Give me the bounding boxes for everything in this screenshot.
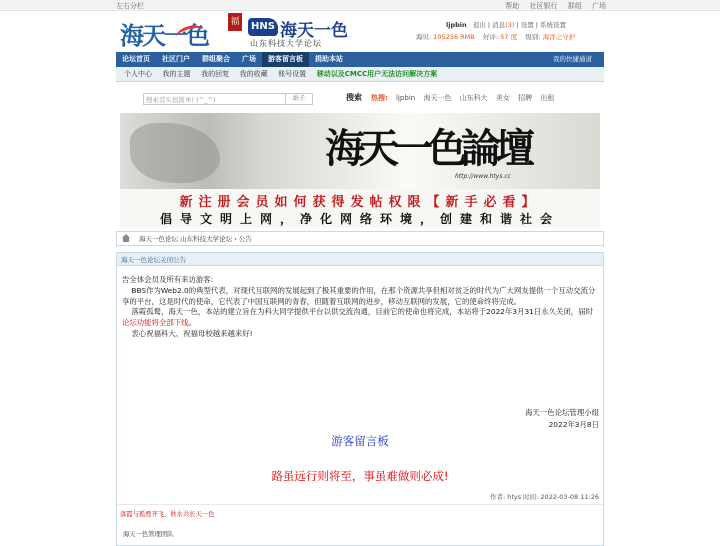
post-paragraph-3-text: 衷心祝福科大、祝福母校越来越来好! [131,328,253,338]
brand-title: 海天一色 [280,21,348,41]
post-greeting: 告全体会员及所有来访游客: [122,275,214,284]
seal-icon: 福 [228,13,242,31]
site-logo[interactable] [120,16,222,50]
coins-label: 海贝: [416,33,432,41]
new-member-guide-link[interactable]: 新注册会员如何获得发帖权限【新手必看】 [179,195,541,210]
post-title-bar [117,253,603,266]
nav-groups[interactable]: 群组聚合 [202,55,230,63]
cmcc-notice-link[interactable]: 移动以及CMCC用户无法访问解决方案 [316,70,438,78]
post-paragraph-3 [122,329,598,340]
signature-date: 2022年3月8日 [548,420,599,429]
post-paragraph-2-end: 。 [188,318,196,328]
search-button[interactable]: 搜索 [346,93,362,102]
messages-count: (3) [505,21,515,29]
announcement-post [116,252,604,546]
subnav-account-settings[interactable]: 账号设置 [278,70,307,78]
nav-guestbook[interactable]: 游客留言板 [262,52,309,67]
search-row [116,89,604,105]
post-signature-slogan: 落霞与孤鹜齐飞，秋水共长天一色 [120,511,215,518]
banner-slogan: 倡导文明上网，净化网络环境，创建和谐社会 [159,212,560,226]
subnav-favorites[interactable]: 我的收藏 [239,70,268,78]
hot-term-2[interactable]: 海天一色 [423,94,452,102]
messages-link[interactable]: 消息 [492,21,506,29]
top-links [497,1,606,11]
motto: 路虽远行则将至，事虽难做则必成! [271,469,449,483]
hot-term-6[interactable]: 出租 [540,94,555,102]
hot-term-4[interactable]: 美女 [495,94,510,102]
top-bar [0,0,720,11]
site-header: 海天一色 福 HNS 海天一色 山东科技大学论坛 ljpbin 退出 | 消息(3) | 设置 | 系统设置 海贝: 105256 RMB 好评: 57 度 级别: 海洋之守护 [116,11,604,53]
post-divider [117,504,603,505]
post-body [122,275,598,340]
home-icon-base [123,238,129,242]
sub-nav [116,67,604,82]
post-paragraph-1 [122,286,598,308]
hot-term-5[interactable]: 招聘 [518,94,533,102]
breadcrumb-path[interactable]: 海天一色论坛 山东科技大学论坛 › 公告 [139,235,252,243]
quick-access-link[interactable]: 我的快捷通道 [553,55,592,63]
hot-searches [371,93,560,103]
hns-logo: HNS [248,18,278,36]
search-placeholder: 搜索其实很简单! (^_^) [146,96,216,104]
logout-link[interactable]: 退出 [472,21,486,29]
banner-calligraphy: 海天一色論壇 [325,125,529,172]
username-link[interactable]: ljpbin [446,21,467,29]
post-paragraph-2-text: 落霞孤鹜，海天一色，本站的建立旨在为科大同学提供平台以供交流沟通，目前它的使命也将完成，本站将于2022年3月31日永久关闭，届时 [131,307,593,317]
logo-text: 海天一色 [120,21,208,50]
hot-search-label: 热搜: [371,94,388,102]
nav-portal[interactable]: 社区门户 [162,55,190,63]
search-input[interactable] [143,93,313,105]
layout-toggle-link[interactable]: 左右分栏 [116,2,144,10]
guestbook-title[interactable]: 游客留言板 [331,434,389,448]
post-team: 海天一色管理团队 [123,531,174,538]
post-paragraph-2 [122,307,598,329]
reputation-label: 好评: [483,33,499,41]
subnav-profile[interactable]: 个人中心 [124,70,152,78]
groups-link[interactable]: 群组 [567,2,582,10]
post-paragraph-2-highlight: 论坛功能将全部下线 [122,318,189,328]
breadcrumb [116,231,604,246]
post-author-line: 作者: htys 时间: 2022-03-08 11:26 [489,493,599,501]
settings-link[interactable]: 设置 [520,21,534,29]
help-link[interactable]: 帮助 [505,2,520,10]
reputation-value: 57 度 [500,33,518,41]
bank-link[interactable]: 社区银行 [529,2,558,10]
square-link[interactable]: 广场 [592,2,606,10]
rank-value: 海洋之守护 [542,33,576,41]
subnav-my-replies[interactable]: 我的回复 [201,70,230,78]
nav-forum-home[interactable]: 论坛首页 [122,55,150,63]
coins-value: 105256 RMB [433,33,475,41]
signature-org: 海天一色论坛管理小组 [525,408,599,417]
banner-url: http://www.htys.cc [455,173,511,180]
hot-term-1[interactable]: ljpbin [396,94,416,102]
subnav-my-threads[interactable]: 我的主题 [162,70,191,78]
post-paragraph-1-text: BBS作为Web2.0的典型代表，对现代互联网的发展起到了极其重要的作用，在那个资源共享但相对贫乏的时代为广大网友提供一个互动交流分享的平台，这是时代的使命，它代表了中国互联网的青春，但随着互联网的进步，移动互联网的发展，它的使命终将完成。 [122,285,596,306]
system-settings-link[interactable]: 系统设置 [540,21,567,29]
hot-term-3[interactable]: 山东科大 [459,94,488,102]
search-scope-select[interactable]: 站子 [285,94,312,104]
rank-label: 级别: [525,33,541,41]
home-icon[interactable] [122,234,130,241]
forum-banner[interactable] [120,113,600,228]
post-title: 海天一色论坛关闭公告 [121,256,186,264]
nav-donate[interactable]: 捐助本站 [315,55,343,63]
main-nav [116,52,604,67]
brand-subtitle: 山东科技大学论坛 [250,39,322,48]
nav-square[interactable]: 广场 [242,55,256,63]
